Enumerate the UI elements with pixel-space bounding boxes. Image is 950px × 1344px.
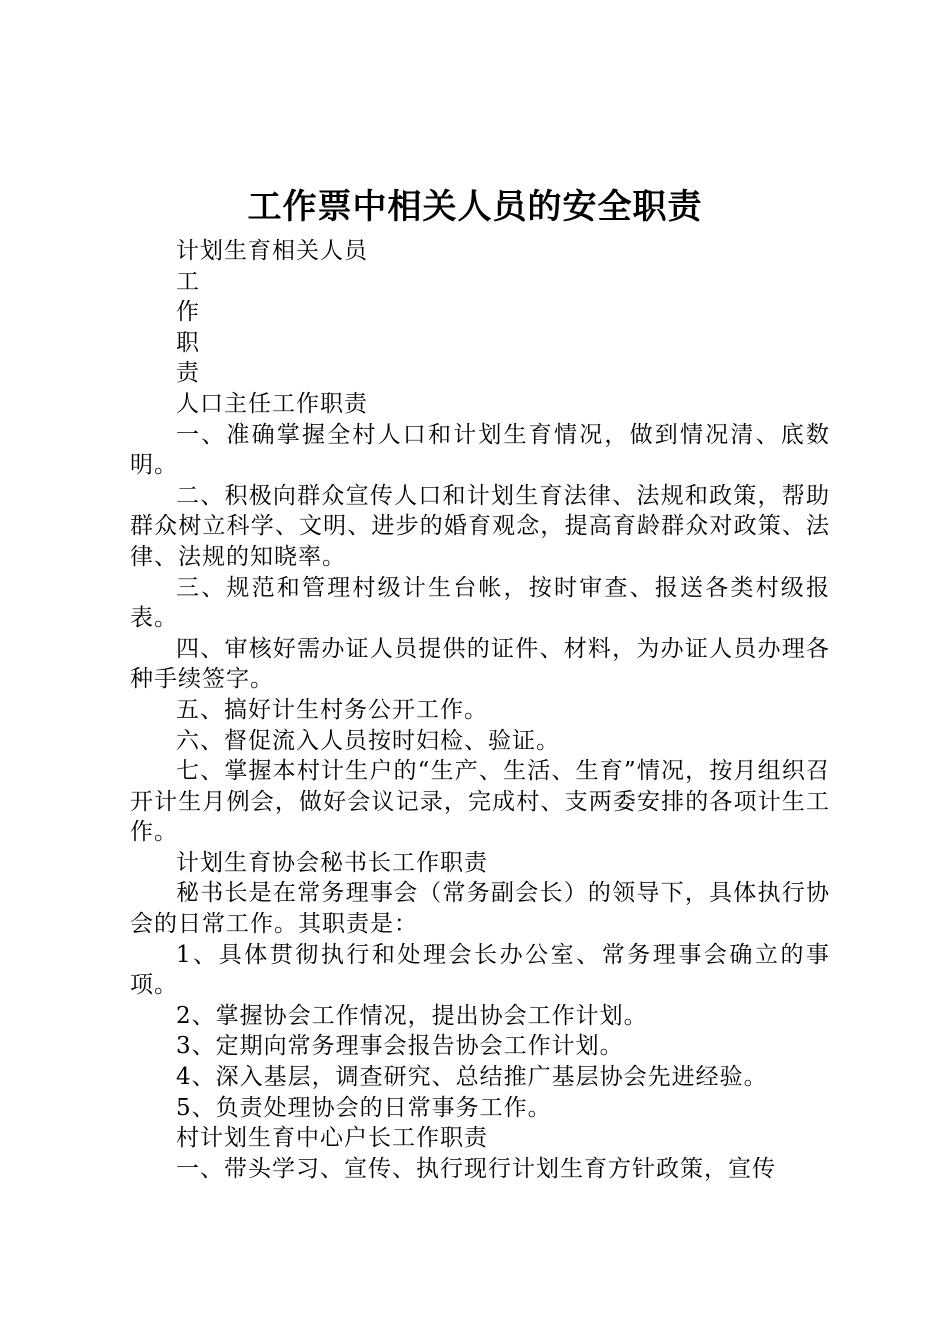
vertical-character: 职 bbox=[176, 329, 200, 356]
duty-paragraph: 五、搞好计生村务公开工作。 bbox=[176, 696, 488, 723]
section-heading: 人口主任工作职责 bbox=[176, 390, 368, 417]
vertical-character: 作 bbox=[176, 299, 200, 326]
duty-paragraph: 三、规范和管理村级计生台帐，按时审查、报送各类村级报表。 bbox=[130, 574, 830, 632]
duty-paragraph: 七、掌握本村计生户的“生产、生活、生育”情况，按月组织召开计生月例会，做好会议记录，完成村、支两委安排的各项计生工作。 bbox=[130, 758, 830, 846]
vertical-character: 责 bbox=[176, 360, 200, 387]
duty-paragraph: 5、负责处理协会的日常事务工作。 bbox=[176, 1094, 552, 1121]
section-heading: 计划生育相关人员 bbox=[176, 238, 368, 264]
document-title: 工作票中相关人员的安全职责 bbox=[247, 187, 703, 227]
duty-paragraph: 一、带头学习、宣传、执行现行计划生育方针政策，宣传 bbox=[176, 1155, 776, 1182]
section-heading: 计划生育协会秘书长工作职责 bbox=[176, 849, 488, 876]
duty-paragraph: 1、具体贯彻执行和处理会长办公室、常务理事会确立的事项。 bbox=[130, 941, 830, 999]
duty-paragraph: 二、积极向群众宣传人口和计划生育法律、法规和政策，帮助群众树立科学、文明、进步的婚育观念，提高育龄群众对政策、法律、法规的知晓率。 bbox=[130, 482, 830, 570]
section-heading: 村计划生育中心户长工作职责 bbox=[176, 1125, 488, 1152]
duty-paragraph: 四、审核好需办证人员提供的证件、材料，为办证人员办理各种手续签字。 bbox=[130, 635, 830, 693]
duty-paragraph: 3、定期向常务理事会报告协会工作计划。 bbox=[176, 1033, 624, 1060]
duty-paragraph: 4、深入基层，调查研究、总结推广基层协会先进经验。 bbox=[176, 1064, 768, 1091]
duty-paragraph: 2、掌握协会工作情况，提出协会工作计划。 bbox=[176, 1002, 648, 1029]
document-body bbox=[130, 236, 830, 1184]
duty-paragraph: 秘书长是在常务理事会（常务副会长）的领导下，具体执行协会的日常工作。其职责是： bbox=[130, 880, 830, 938]
duty-paragraph: 六、督促流入人员按时妇检、验证。 bbox=[176, 727, 560, 754]
duty-paragraph: 一、准确掌握全村人口和计划生育情况，做到情况清、底数明。 bbox=[130, 421, 830, 479]
vertical-character: 工 bbox=[176, 268, 200, 295]
